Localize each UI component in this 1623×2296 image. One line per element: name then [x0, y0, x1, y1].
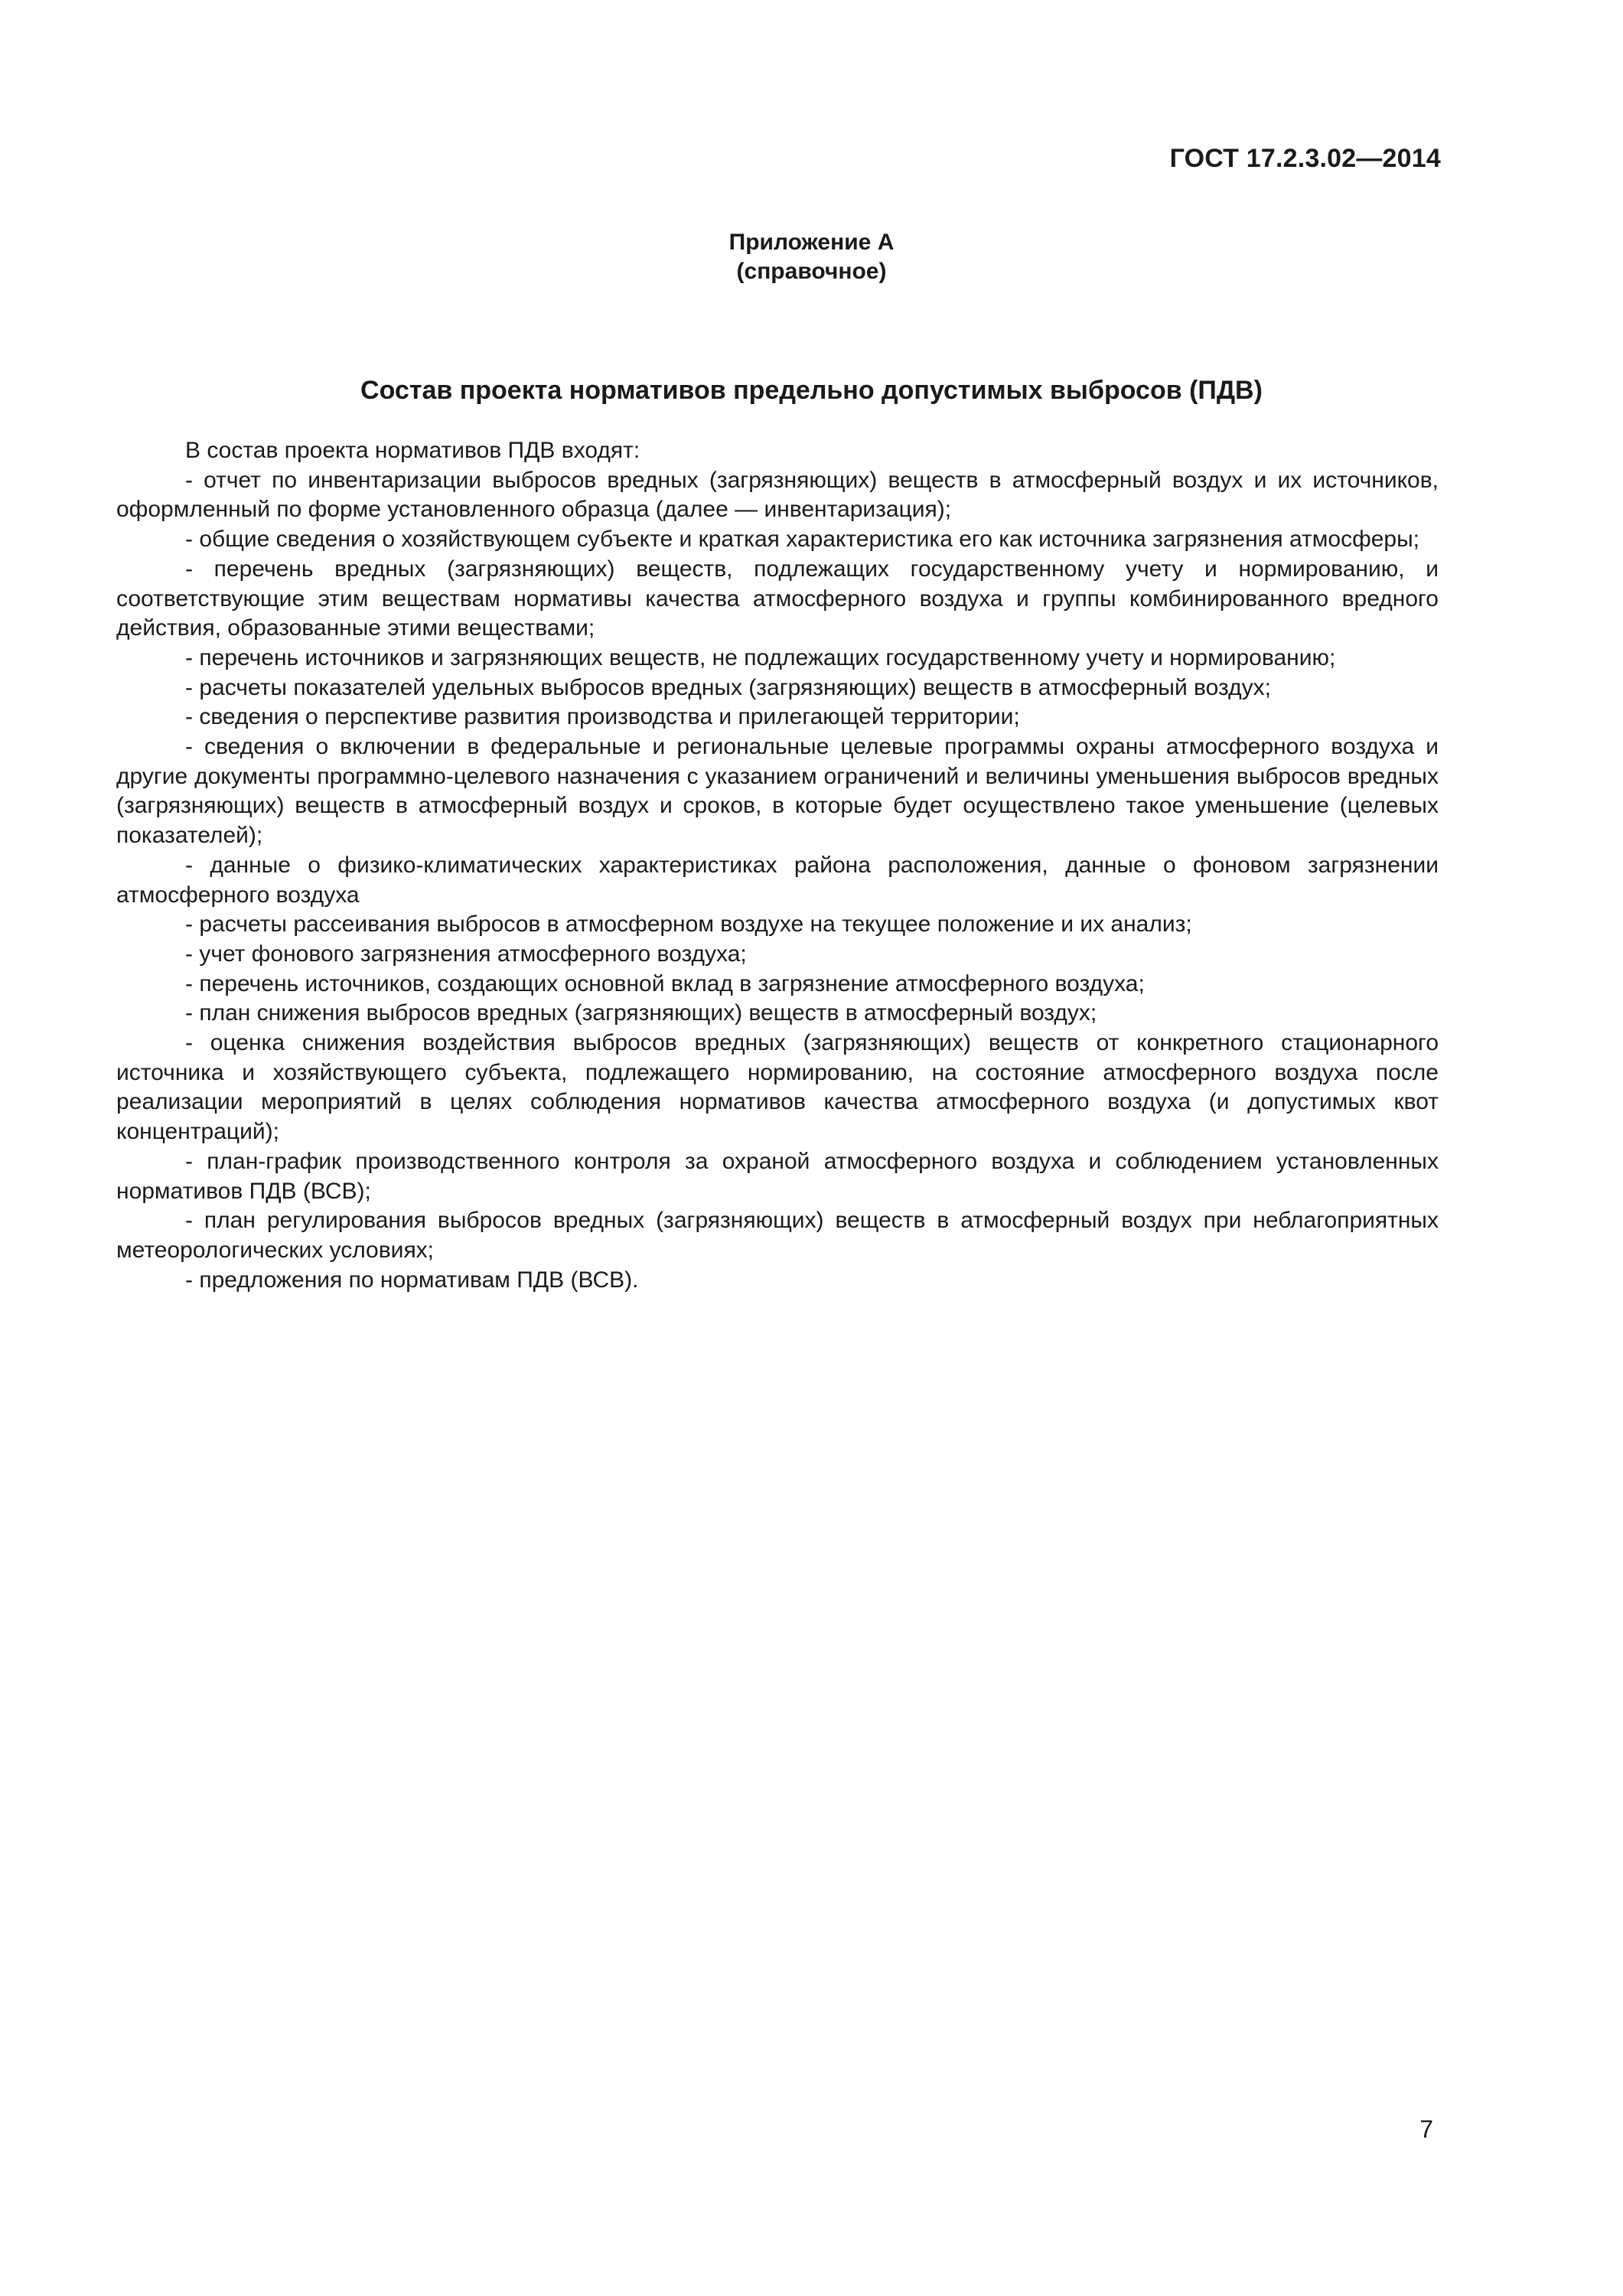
intro-paragraph: В состав проекта нормативов ПДВ входят:	[185, 438, 640, 463]
list-item: - сведения о включении в федеральные и региональные целевые программы охраны атмосферного воздуха и другие документы программно-целевого назначения с указанием ограничений и величины уменьшения выбросов вредных (загрязняющих) веществ в атмосферный воздух и сроков, в которые будет осуществлено такое уменьшение (целевых показателей);	[116, 734, 1439, 849]
appendix-title: Приложение А	[728, 230, 895, 255]
list-item: - расчеты рассеивания выбросов в атмосферном воздухе на текущее положение и их анализ;	[185, 912, 1192, 938]
list-item: - данные о физико-климатических характеристиках района расположения, данные о фоновом загрязнении атмосферного воздуха	[116, 852, 1439, 908]
list-item: - план-график производственного контроля за охраной атмосферного воздуха и соблюдением установленных нормативов ПДВ (ВСВ);	[116, 1148, 1439, 1204]
list-item: - сведения о перспективе развития производства и прилегающей территории;	[185, 704, 1020, 730]
page-number: 7	[1419, 2115, 1433, 2143]
section-title: Состав проекта нормативов предельно допустимых выбросов (ПДВ)	[360, 376, 1263, 405]
list-item: - перечень источников и загрязняющих веществ, не подлежащих государственному учету и нормированию;	[185, 644, 1336, 670]
list-item: - перечень источников, создающих основной вклад в загрязнение атмосферного воздуха;	[185, 970, 1145, 996]
list-item: - план снижения выбросов вредных (загрязняющих) веществ в атмосферный воздух;	[185, 1000, 1097, 1026]
document-code: ГОСТ 17.2.3.02—2014	[1169, 144, 1441, 173]
list-item: - учет фонового загрязнения атмосферного воздуха;	[185, 941, 747, 967]
list-item: - перечень вредных (загрязняющих) веществ, подлежащих государственному учету и нормированию, и соответствующие этим веществам нормативы качества атмосферного воздуха и группы комбинированного вредного действия, образованные этими веществами;	[116, 556, 1439, 641]
list-item: - общие сведения о хозяйствующем субъекте и краткая характеристика его как источника загрязнения атмосферы;	[185, 527, 1420, 553]
appendix-subtitle: (справочное)	[736, 259, 887, 284]
list-item: - предложения по нормативам ПДВ (ВСВ).	[185, 1267, 639, 1293]
list-item: - оценка снижения воздействия выбросов вредных (загрязняющих) веществ от конкретного стационарного источника и хозяйствующего субъекта, подлежащего нормированию, на состояние атмосферного воздуха после реализации мероприятий в целях соблюдения нормативов качества атмосферного воздуха (и допустимых квот концентраций);	[116, 1030, 1439, 1145]
list-item: - отчет по инвентаризации выбросов вредных (загрязняющих) веществ в атмосферный воздух и их источников, оформленный по форме установленного образца (далее — инвентаризация);	[116, 467, 1439, 523]
list-item: - расчеты показателей удельных выбросов вредных (загрязняющих) веществ в атмосферный воздух;	[185, 674, 1271, 700]
list-item: - план регулирования выбросов вредных (загрязняющих) веществ в атмосферный воздух при неблагоприятных метеорологических условиях;	[116, 1208, 1439, 1263]
body-text	[116, 436, 1439, 1295]
appendix-heading	[0, 228, 1623, 286]
